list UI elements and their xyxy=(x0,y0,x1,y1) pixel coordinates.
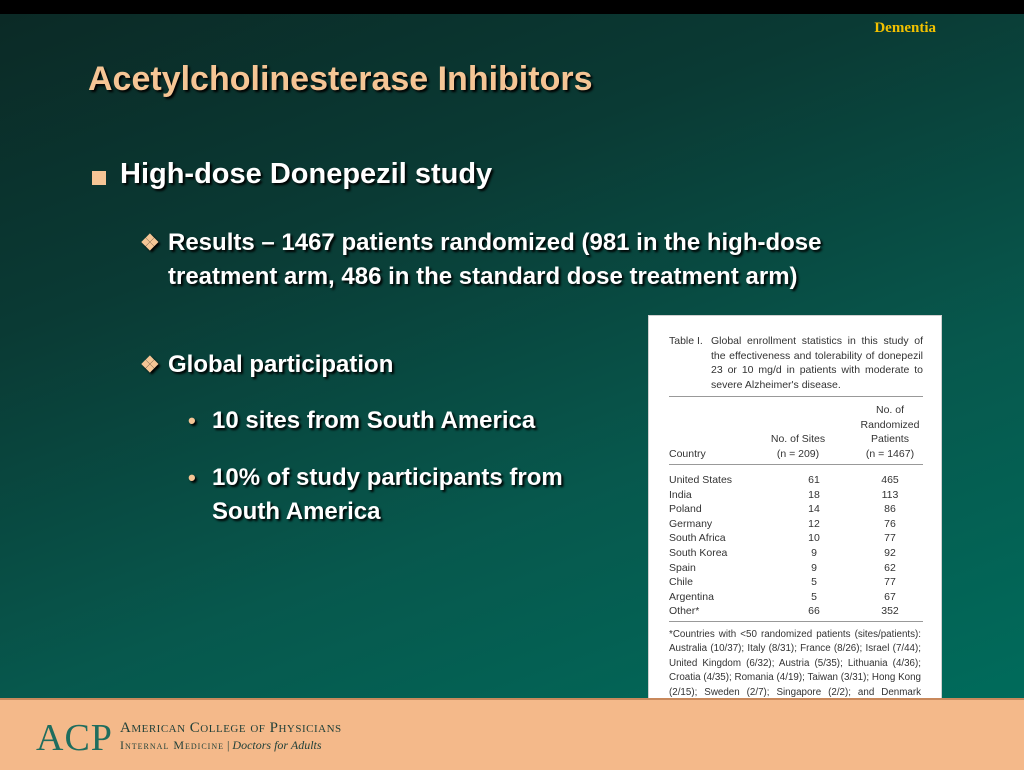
header-patients-line3: Patients xyxy=(871,433,909,445)
bullet-sub2-text xyxy=(212,461,563,529)
cell-country: Argentina xyxy=(669,590,714,603)
cell-sites: 14 xyxy=(808,503,820,516)
cell-patients: 465 xyxy=(881,474,899,486)
table-label: Table I. xyxy=(669,335,703,347)
footer-bar xyxy=(0,698,1024,770)
org-sub: Internal Medicine xyxy=(120,738,224,752)
bullet-level1 xyxy=(88,158,948,191)
cell-country: Poland xyxy=(669,503,702,516)
table-row xyxy=(669,575,923,590)
cell-country: India xyxy=(669,488,692,501)
cell-patients: 352 xyxy=(881,605,899,618)
table-row xyxy=(669,502,923,517)
header-sites-line1: No. of Sites xyxy=(770,433,826,445)
table-row xyxy=(669,488,923,503)
org-tagline: Doctors for Adults xyxy=(232,738,322,752)
org-name: American College of Physicians xyxy=(120,720,342,736)
cell-sites: 5 xyxy=(811,590,817,603)
acp-logo: ACP xyxy=(36,717,113,759)
cell-patients: 92 xyxy=(884,547,896,559)
cell-patients: 62 xyxy=(884,561,896,574)
org-separator: | xyxy=(227,738,230,752)
table-rule-top xyxy=(669,396,923,397)
cell-patients: 77 xyxy=(884,532,896,545)
cell-patients: 113 xyxy=(881,488,899,501)
cell-sites: 12 xyxy=(808,517,820,530)
table-rule-header xyxy=(669,464,923,465)
bullet-sub2 xyxy=(188,461,608,529)
slide-title: Acetylcholinesterase Inhibitors xyxy=(88,60,593,98)
bullet-sub1-text: 10 sites from South America xyxy=(212,407,536,434)
cell-sites: 18 xyxy=(808,488,820,501)
diamond-bullet-icon: ❖ xyxy=(140,230,160,255)
table-row xyxy=(669,531,923,546)
table-row xyxy=(669,473,923,488)
cell-sites: 10 xyxy=(808,532,820,545)
header-patients xyxy=(855,403,925,461)
cell-sites: 9 xyxy=(811,547,817,559)
table-row xyxy=(669,517,923,532)
header-sites-line2: (n = 209) xyxy=(776,447,820,460)
table-row xyxy=(669,561,923,576)
cell-patients: 76 xyxy=(884,517,896,530)
bullet-sub2-line1: 10% of study participants from xyxy=(212,464,563,491)
section-tag: Dementia xyxy=(874,20,936,36)
header-patients-line1: No. of xyxy=(875,404,904,416)
cell-country: Chile xyxy=(669,576,693,589)
bullet-sub1 xyxy=(188,404,608,438)
table-footnote: *Countries with <50 randomized patients (sites/patients): Australia (10/37); Italy (8/31); France (8/26); Israel (7/44); United Kingdom (6/32); Austria (5/35); Lithuania (4/36); Croatia (4/35); Romania (4/19); Taiwan (3/31); Hong Kong (2/15); Sweden (2/7); Singapore (2/2); and Denmark xyxy=(669,629,921,698)
org-subtitle xyxy=(120,738,322,753)
cell-sites: 9 xyxy=(811,561,817,574)
bullet-level1-text: High-dose Donepezil study xyxy=(120,158,493,190)
table-caption-text: Global enrollment statistics in this study of the effectiveness and tolerability of donepezil 23 or 10 mg/d in patients with moderate to severe Alzheimer's disease. xyxy=(711,335,923,391)
bullet-global xyxy=(140,348,640,382)
cell-country: Germany xyxy=(669,517,713,530)
dot-bullet-icon: • xyxy=(188,408,196,433)
cell-sites: 5 xyxy=(811,576,817,589)
header-patients-line4: (n = 1467) xyxy=(865,447,915,460)
header-sites xyxy=(763,432,833,461)
cell-country: Spain xyxy=(669,561,696,574)
bullet-global-text: Global participation xyxy=(168,351,394,378)
table-caption xyxy=(669,334,923,392)
square-bullet-icon xyxy=(92,171,106,185)
top-black-bar xyxy=(0,0,1024,14)
dot-bullet-icon: • xyxy=(188,465,196,490)
bullet-results-text: Results – 1467 patients randomized (981 in the high-dose treatment arm, 486 in the standard dose treatment arm) xyxy=(168,229,822,290)
table-row xyxy=(669,546,923,561)
bullet-sub2-line2: South America xyxy=(212,498,381,525)
header-patients-line2: Randomized xyxy=(860,418,920,431)
table-rule-bottom xyxy=(669,621,923,622)
cell-country: South Africa xyxy=(669,532,726,545)
table-row xyxy=(669,590,923,605)
bullet-results xyxy=(140,226,920,294)
cell-patients: 67 xyxy=(884,590,896,603)
cell-country: United States xyxy=(669,474,733,486)
cell-sites: 61 xyxy=(808,474,820,486)
cell-patients: 86 xyxy=(884,503,896,516)
table-row xyxy=(669,604,923,619)
diamond-bullet-icon: ❖ xyxy=(140,352,160,377)
cell-patients: 77 xyxy=(884,576,896,589)
enrollment-table-figure xyxy=(648,315,942,723)
cell-country: South Korea xyxy=(669,547,728,559)
header-country: Country xyxy=(669,448,706,460)
cell-sites: 66 xyxy=(808,605,820,618)
cell-country: Other* xyxy=(669,605,700,618)
